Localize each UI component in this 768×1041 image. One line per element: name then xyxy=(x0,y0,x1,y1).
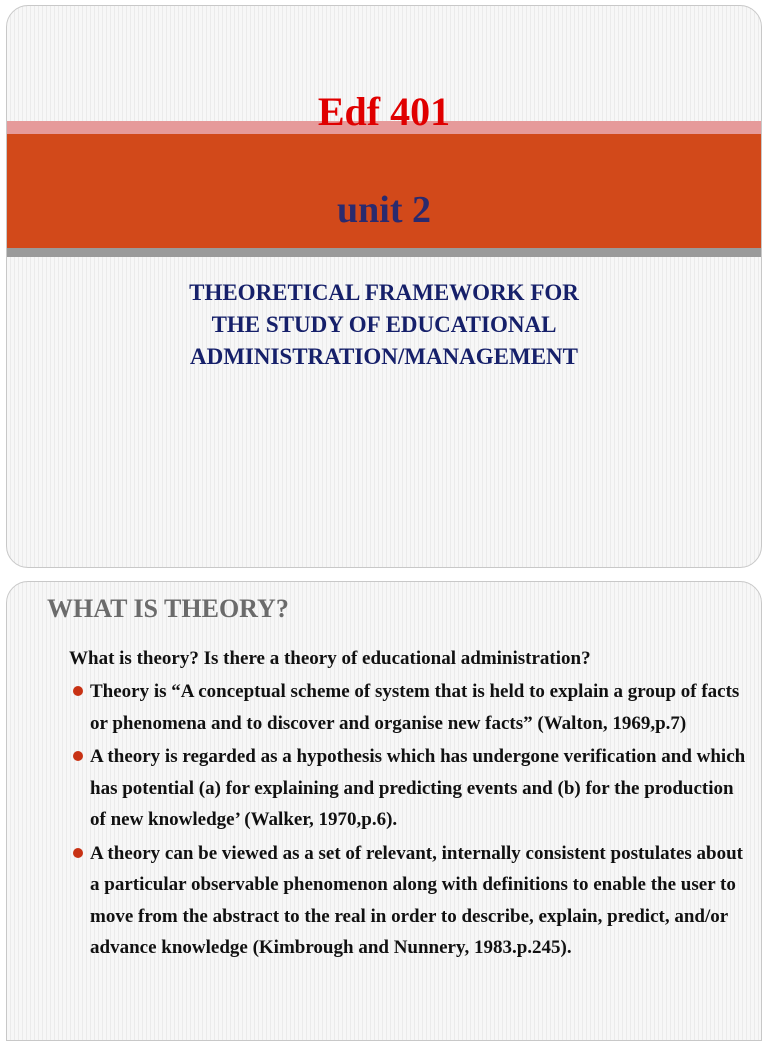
bullet-list xyxy=(71,676,751,966)
subtitle-line: ADMINISTRATION/MANAGEMENT xyxy=(189,344,579,369)
title-band-bottom-line xyxy=(7,248,761,257)
unit-title: unit 2 xyxy=(337,189,431,231)
bullet-text: A theory can be viewed as a set of relevant, internally consistent postulates about a particular observable phenomenon along with definitions to enable the user to move from the abstract to the real in order to describe, explain, predict, and/or advance knowledge (Kimbrough and Nunnery, 1983.p.245). xyxy=(90,842,744,958)
course-code: Edf 401 xyxy=(317,89,451,134)
bullet-item xyxy=(71,741,751,836)
bullet-dot-icon xyxy=(73,848,83,858)
intro-question: What is theory? Is there a theory of educational administration? xyxy=(69,648,591,669)
slide-heading: WHAT IS THEORY? xyxy=(47,594,289,623)
bullet-item xyxy=(71,838,751,964)
bullet-text: A theory is regarded as a hypothesis which has undergone verification and which has potential (a) for explaining and predicting events and (b) for the production of new knowledge’ (Walker, 1970,p.6). xyxy=(90,746,746,830)
subtitle-line: THE STUDY OF EDUCATIONAL xyxy=(211,312,557,337)
content-slide xyxy=(6,581,762,1041)
title-slide xyxy=(6,5,762,568)
bullet-text: Theory is “A conceptual scheme of system that is held to explain a group of facts or phenomena and to discover and organise new facts” (Walton, 1969,p.7) xyxy=(90,681,740,734)
bullet-dot-icon xyxy=(73,686,83,696)
subtitle-line: THEORETICAL FRAMEWORK FOR xyxy=(189,280,579,305)
bullet-item xyxy=(71,676,751,739)
slide-subtitle xyxy=(7,277,761,373)
bullet-dot-icon xyxy=(73,751,83,761)
